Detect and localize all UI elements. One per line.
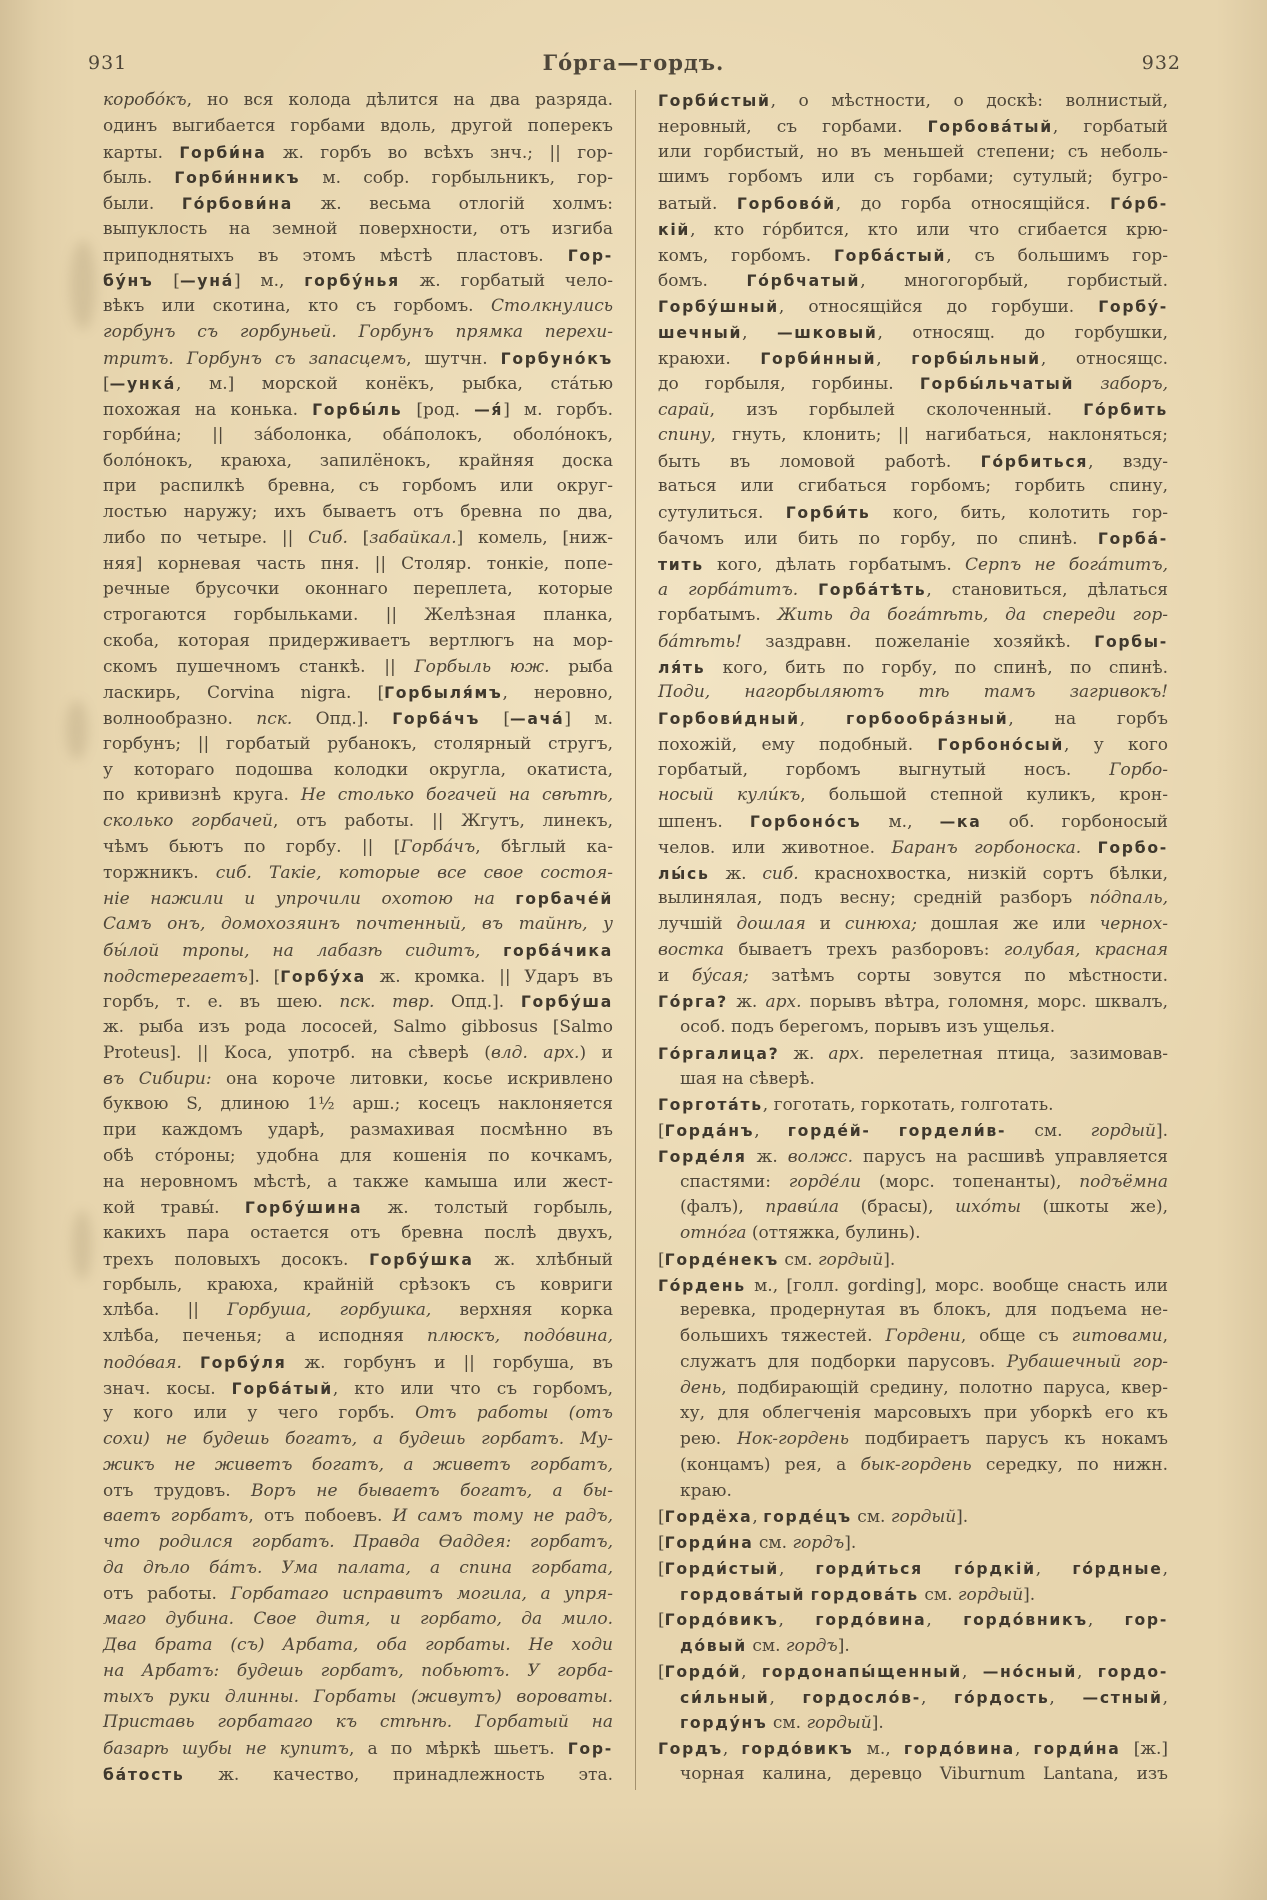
text-line: жикъ не живетъ богатъ, а живетъ горбатъ, — [103, 1454, 613, 1475]
paper-stain — [66, 700, 88, 760]
text-line: ваться или сгибаться горбомъ; горбить спину, — [658, 476, 1168, 497]
text-line: ватый. Горбово́й, до горба относящійся. Го́рб- — [658, 194, 1168, 214]
text-line: Самъ онъ, домохозяинъ почтенный, въ тайнѣ, у — [103, 914, 613, 934]
text-line: скомъ пушечномъ станкѣ. || Горбыль юж. рыба — [103, 656, 613, 677]
text-line: тыхъ руки длинны. Горбаты (живутъ) вороваты. — [103, 1686, 613, 1707]
text-line: быль. Горби́нникъ м. собр. горбыльникъ, гор- — [103, 168, 613, 189]
text-line: Приставь горбатаго къ стѣнѣ. Горбатый на — [103, 1712, 613, 1733]
text-line: скоба, которая придерживаетъ вертлюгъ на мор- — [103, 630, 613, 651]
text-line: горби́на; || за́болонка, оба́полокъ, оболо́нокъ, — [103, 424, 613, 445]
text-line: большихъ тяжестей. Гордени, обще съ гитовами, — [680, 1326, 1169, 1346]
text-line: [—унка́, м.] морской конёкъ, рыбка, ста́тью — [103, 374, 613, 395]
text-line: Го́рга? ж. арх. порывъ вѣтра, голомня, морс. шквалъ, — [658, 992, 1168, 1013]
text-line: комъ, горбомъ. Горба́стый, съ большимъ гор- — [658, 245, 1169, 266]
text-line: и бу́сая; затѣмъ сорты зовутся по мѣстности. — [658, 965, 1168, 986]
text-line: либо по четыре. || Сиб. [забайкал.] комель, [ниж- — [103, 527, 614, 548]
text-line: веревка, продернутая въ блокъ, для подъема не- — [680, 1300, 1168, 1321]
text-line: спину, гнуть, клонить; || нагибаться, наклоняться; — [658, 424, 1168, 445]
text-line: [Гордо́викъ, гордо́вина, гордо́вникъ, гор- — [658, 1610, 1169, 1631]
text-line: горбунъ съ горбуньей. Горбунъ прямка перехи- — [103, 321, 613, 342]
text-line: по кривизнѣ круга. Не столько богачей на свѣтѣ, — [103, 785, 613, 806]
text-line: въ Сибири: она короче литовки, косье искривлено — [103, 1068, 613, 1089]
text-line: вылинялая, подъ весну; средній разборъ по́дпаль, — [658, 888, 1168, 909]
text-line: лостью наружу; ихъ бываетъ отъ бревна по два, — [103, 502, 613, 522]
text-line: краю. — [680, 1480, 732, 1501]
text-line: до́вый см. гордъ]. — [680, 1636, 850, 1656]
text-line: ба́тость ж. качество, принадлежность эта. — [103, 1764, 613, 1785]
text-line: горбыль, краюха, крайній срѣзокъ съ ковриги — [103, 1274, 613, 1295]
text-line: чѣмъ бьютъ по горбу. || [Горба́чъ, бѣглый ка- — [103, 836, 613, 857]
text-line: шая на сѣверѣ. — [680, 1068, 815, 1089]
text-line: Горгота́ть, гоготать, горкотать, голготать. — [658, 1095, 1054, 1116]
text-line: какихъ пара остается отъ бревна послѣ двухъ, — [103, 1223, 613, 1243]
text-line: востка бываетъ трехъ разборовъ: голубая, красная — [658, 939, 1168, 960]
text-line: базарѣ шубы не купитъ, а по мѣркѣ шьетъ. Гор- — [103, 1739, 613, 1759]
text-line: подстерегаетъ]. [Горбу́ха ж. кромка. || Ударъ въ — [103, 966, 613, 987]
text-line: Горде́ля ж. волжс. парусъ на расшивѣ управляется — [658, 1146, 1168, 1167]
text-line: у кого или у чего горбъ. Отъ работы (отъ — [103, 1403, 614, 1424]
text-line: тить кого, дѣлать горбатымъ. Серпъ не бога́титъ, — [658, 554, 1168, 575]
text-line: у котораго подошва колодки округла, окатиста, — [103, 759, 613, 780]
paper-stain — [72, 1210, 92, 1280]
text-line: бы́лой тропы, на лабазѣ сидитъ, горба́чика — [103, 940, 613, 961]
text-line: были. Го́рбови́на ж. весьма отлогій холмъ: — [103, 194, 613, 214]
text-line: хлѣба. || Горбуша, горбушка, верхняя корка — [103, 1300, 613, 1321]
text-line: строгаются горбыльками. || Желѣзная планка, — [103, 605, 613, 625]
text-line: сколько горбачей, отъ работы. || Жгутъ, линекъ, — [103, 811, 613, 831]
text-line: си́льный, гордосло́в-, го́рдость, —стный, — [680, 1687, 1169, 1708]
text-line: день, подбирающій средину, полотно паруса, квер- — [680, 1377, 1168, 1398]
text-line: [Горда́нъ, горде́й- гордели́в- см. гордый]. — [658, 1121, 1168, 1141]
text-line: чорная калина, деревцо Viburnum Lantana, изъ — [680, 1763, 1168, 1784]
text-line: отъ трудовъ. Воръ не бываетъ богатъ, а бы- — [103, 1480, 613, 1501]
text-line: [Горди́на см. гордъ]. — [658, 1533, 857, 1553]
text-line: (фалъ), прави́ла (брасы), шхо́ты (шкоты же), — [680, 1197, 1169, 1218]
text-line: кой травы́. Горбу́шина ж. толстый горбыль, — [103, 1198, 613, 1219]
text-line: горбатый, горбомъ выгнутый носъ. Горбо- — [658, 759, 1168, 780]
text-line: трехъ половыхъ досокъ. Горбу́шка ж. хлѣбный — [103, 1249, 613, 1270]
text-line: лучшій дошлая и синюха; дошлая же или чернох- — [658, 914, 1168, 934]
text-line: коробо́къ, но вся колода дѣлится на два разряда. — [103, 90, 613, 110]
text-line: рею. Нок-гордень подбираетъ парусъ къ нокамъ — [680, 1429, 1168, 1449]
text-line: горбатымъ. Жить да бога́тѣть, да спереди гор- — [658, 605, 1168, 625]
text-line: горбунъ; || горбатый рубанокъ, столярный стругъ, — [103, 733, 613, 754]
text-line: [Гордо́й, гордонапы́щенный, —но́сный, гордо- — [658, 1661, 1169, 1682]
text-line: челов. или животное. Баранъ горбоноска. Горбо- — [658, 837, 1168, 858]
text-line: до горбыля, горбины. Горбы́льчатый заборъ, — [658, 374, 1169, 395]
text-line: сохи) не будешь богатъ, а будешь горбатъ. Му- — [103, 1429, 613, 1449]
text-line: Го́рдень м., [голл. gording], морс. вообще снасть или — [658, 1275, 1168, 1296]
text-line: Горбу́шный, относящійся до горбуши. Горбу́- — [658, 297, 1168, 317]
text-line: подо́вая. Горбу́ля ж. горбунъ и || горбуша, въ — [103, 1352, 614, 1373]
text-line: карты. Горби́на ж. горбъ во всѣхъ знч.; || гор- — [103, 142, 613, 163]
text-line: (концамъ) рея, а бык-гордень середку, по нижн. — [680, 1454, 1168, 1475]
page-header — [0, 50, 1267, 84]
paper-stain — [70, 240, 96, 330]
text-line: Два брата (съ) Арбата, оба горбаты. Не ходи — [103, 1635, 613, 1655]
text-line: неровный, съ горбами. Горбова́тый, горбатый — [658, 116, 1169, 137]
text-line: боло́нокъ, краюха, запилёнокъ, крайняя доска — [103, 450, 613, 471]
text-line: тритъ. Горбунъ съ запасцемъ, шутчн. Горбуно́къ — [103, 348, 613, 369]
text-line: горбъ, т. е. въ шею. пск. твр. Опд.]. Горбу́ша — [103, 992, 614, 1013]
text-line: носый кули́къ, большой степной куликъ, крон- — [658, 785, 1169, 806]
text-line: шпенъ. Горбоно́съ м., —ка об. горбоносый — [658, 812, 1168, 832]
text-line: шечный, —шковый, относящ. до горбушки, — [658, 322, 1168, 343]
text-line: похожая на конька. Горбы́ль [род. —я́] м. горбъ. — [103, 400, 613, 420]
text-line: маго дубина. Свое дитя, и горбато, да мило. — [103, 1609, 613, 1630]
text-line: ласкирь, Corvina nigra. [Горбыля́мъ, неровно, — [103, 683, 614, 704]
text-line: [Гордёха, горде́цъ см. гордый]. — [658, 1507, 969, 1528]
running-title: Го́рга—гордъ. — [542, 50, 725, 75]
left-column — [103, 88, 613, 1790]
text-line: ж. рыба изъ рода лососей, Salmo gibbosus [Salmo — [103, 1017, 613, 1037]
text-line: Го́ргалица? ж. арх. перелетная птица, зазимовав- — [658, 1043, 1169, 1064]
text-line: а горба́титъ. Горба́тѣть, становиться, дѣлаться — [658, 580, 1169, 601]
text-line: волнообразно. пск. Опд.]. Горба́чъ [—ача́] м. — [103, 709, 613, 729]
text-line: ля́ть кого, бить по горбу, по спинѣ, по спинѣ. — [658, 657, 1168, 678]
text-line: отъ работы. Горбатаго исправитъ могила, а упря- — [103, 1583, 614, 1604]
text-line: или горбистый, но въ меньшей степени; съ неболь- — [658, 141, 1168, 162]
text-line: хлѣба, печенья; а исподняя плюскъ, подо́вина, — [103, 1326, 613, 1346]
text-line: шимъ горбомъ или съ горбами; сутулый; бугро- — [658, 167, 1168, 188]
text-line: отно́га (оттяжка, булинь). — [680, 1223, 921, 1243]
text-line: Proteus]. || Коса, употрб. на сѣверѣ (влд. арх.) и — [103, 1042, 613, 1063]
text-line: няя] корневая часть пня. || Столяр. тонкіе, попе- — [103, 553, 613, 574]
text-line: буквою S, длиною 1½ арш.; косецъ наклоняется — [103, 1094, 613, 1115]
text-line: на Арбатъ: будешь горбатъ, побьютъ. У горба- — [103, 1660, 613, 1681]
text-line: ху, для облегченія марсовыхъ при уборкѣ его къ — [680, 1403, 1168, 1424]
text-line: на неровномъ мѣстѣ, а также камыша или жест- — [103, 1171, 613, 1192]
text-line: речные брусочки оконнаго переплета, которые — [103, 579, 613, 600]
text-line: при распилкѣ бревна, съ горбомъ или округ- — [103, 476, 613, 497]
text-line: торжникъ. сиб. Такіе, которые все свое состоя- — [103, 862, 613, 883]
page-number-left: 931 — [88, 52, 128, 74]
text-line: гордова́тый гордова́ть см. гордый]. — [680, 1584, 1036, 1605]
text-line: знач. косы. Горба́тый, кто или что съ горбомъ, — [103, 1378, 613, 1399]
text-line: сарай, изъ горбылей сколоченный. Го́рбить — [658, 400, 1168, 420]
text-line: ваетъ горбатъ, отъ побоевъ. И самъ тому не радъ, — [103, 1506, 613, 1527]
text-line: [Горди́стый, горди́ться го́рдкій, го́рдные, — [658, 1558, 1169, 1579]
text-line: краюхи. Горби́нный, горбы́льный, относящс. — [658, 348, 1168, 369]
text-line: похожій, ему подобный. Горбоно́сый, у кого — [658, 734, 1168, 755]
text-line: одинъ выгибается горбами вдоль, другой поперекъ — [103, 115, 613, 136]
text-line: вѣкъ или скотина, кто съ горбомъ. Столкнулись — [103, 296, 613, 316]
text-line: выпуклость на земной поверхности, отъ изгиба — [103, 218, 613, 239]
text-line: бомъ. Го́рбчатый, многогорбый, горбистый. — [658, 271, 1168, 292]
text-line: что родился горбатъ. Правда Ѳаддея: горбатъ, — [103, 1532, 613, 1552]
text-line: особ. подъ берегомъ, порывъ изъ ущелья. — [680, 1017, 1056, 1037]
text-line: Горби́стый, о мѣстности, о доскѣ: волнистый, — [658, 91, 1168, 111]
text-line: служатъ для подборки парусовъ. Рубашечный гор- — [680, 1351, 1168, 1372]
text-line: обѣ сто́роны; удобна для кошенія по кочкамъ, — [103, 1145, 613, 1166]
text-line: да дѣло ба́тъ. Ума палата, а спина горбата, — [103, 1557, 613, 1578]
text-line: сутулиться. Горби́ть кого, бить, колотить гор- — [658, 503, 1168, 523]
column-divider — [635, 90, 636, 1790]
text-line: бу́нъ [—уна́] м., горбу́нья ж. горбатый чело- — [103, 271, 613, 292]
text-line: кій, кто го́рбится, кто или что сгибается крю- — [658, 219, 1168, 240]
text-line: Поди, нагорбыляютъ тѣ тамъ загривокъ! — [658, 682, 1168, 703]
text-line: ніе нажили и упрочили охотою на горбаче́й — [103, 889, 613, 910]
text-line: приподнятыхъ въ этомъ мѣстѣ пластовъ. Гор- — [103, 245, 613, 266]
text-line: ба́тѣть! заздравн. пожеланіе хозяйкѣ. Горбы- — [658, 631, 1168, 652]
text-columns — [103, 88, 1168, 1790]
text-line: Горбови́дный, горбообра́зный, на горбъ — [658, 709, 1168, 729]
text-line: бачомъ или бить по горбу, по спинѣ. Горба́- — [658, 528, 1168, 549]
text-line: [Горде́некъ см. гордый]. — [658, 1249, 896, 1270]
text-line: при каждомъ ударѣ, размахивая посмѣнно въ — [103, 1120, 613, 1140]
page-number-right: 932 — [1141, 52, 1181, 74]
text-line: лы́сь ж. сиб. краснохвостка, низкій сортъ бѣлки, — [658, 863, 1168, 884]
right-column — [658, 88, 1168, 1790]
text-line: спастями: горде́ли (морс. топенанты), подъёмна — [680, 1171, 1168, 1192]
text-line: горду́нъ см. гордый]. — [680, 1713, 884, 1734]
text-line: Гордъ, гордо́викъ м., гордо́вина, горди́на [ж.] — [658, 1739, 1169, 1759]
text-line: быть въ ломовой работѣ. Го́рбиться, взду- — [658, 451, 1168, 472]
